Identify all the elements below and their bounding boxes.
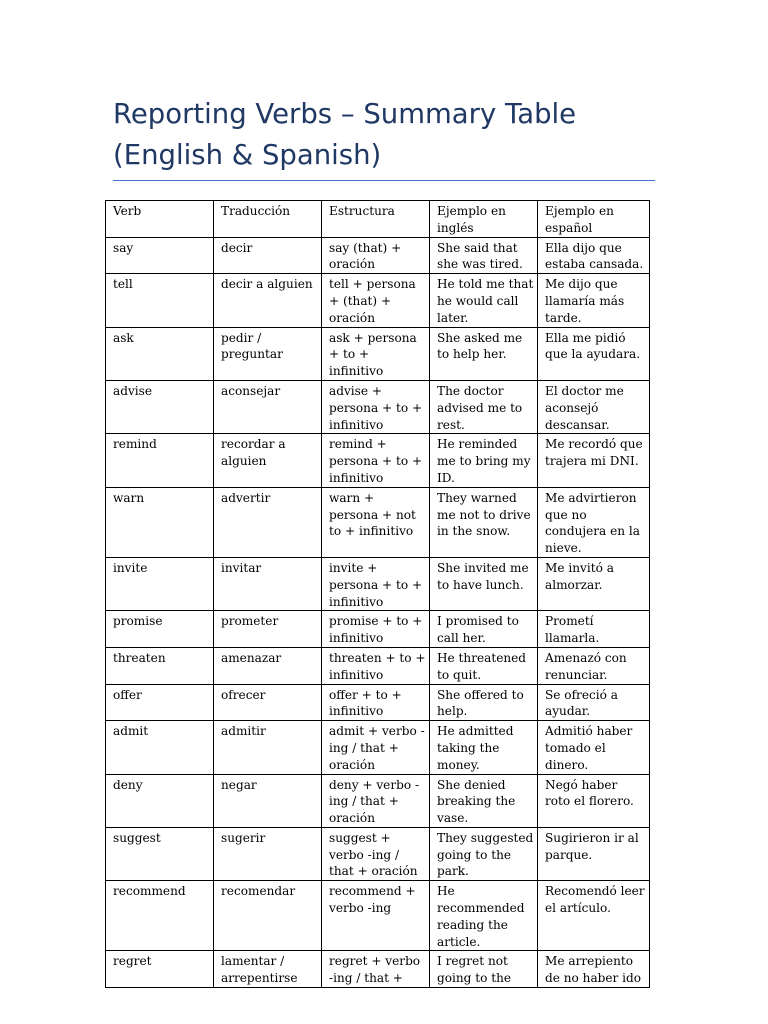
table-cell-translation: decir a alguien [214,274,322,327]
table-cell-example-es: El doctor me aconsejó descansar. [538,380,650,433]
table-cell-example-es: Me arrepiento de no haber ido [538,951,650,988]
table-cell-structure: ask + persona + to + infinitivo [322,327,430,380]
table-row [106,881,650,951]
table-row [106,774,650,827]
table-cell-structure: deny + verbo -ing / that + oración [322,774,430,827]
table-row [106,951,650,988]
table-cell-example-en: He threatened to quit. [430,647,538,684]
table-cell-structure: remind + persona + to + infinitivo [322,434,430,487]
table-cell-verb: regret [106,951,214,988]
table-row [106,434,650,487]
table-cell-verb: admit [106,721,214,774]
table-cell-example-en: She asked me to help her. [430,327,538,380]
table-cell-verb: deny [106,774,214,827]
table-cell-verb: say [106,237,214,274]
header-cell-verb: Verb [106,201,214,238]
table-cell-example-es: Me advirtieron que no condujera en la nieve. [538,487,650,557]
table-cell-verb: suggest [106,827,214,880]
table-cell-translation: advertir [214,487,322,557]
table-cell-example-en: He admitted taking the money. [430,721,538,774]
table-cell-verb: recommend [106,881,214,951]
reporting-verbs-table [105,200,650,988]
table-cell-example-en: They warned me not to drive in the snow. [430,487,538,557]
table-cell-example-en: The doctor advised me to rest. [430,380,538,433]
table-cell-example-en: He told me that he would call later. [430,274,538,327]
table-cell-structure: advise + persona + to + infinitivo [322,380,430,433]
table-cell-verb: promise [106,611,214,648]
document-title: Reporting Verbs – Summary Table (English & Spanish) [113,98,577,171]
table-cell-structure: suggest + verbo -ing / that + oración [322,827,430,880]
table-cell-example-es: Me dijo que llamaría más tarde. [538,274,650,327]
header-cell-estructura: Estructura [322,201,430,238]
table-cell-verb: remind [106,434,214,487]
table-cell-translation: amenazar [214,647,322,684]
table-cell-example-es: Recomendó leer el artículo. [538,881,650,951]
table-cell-structure: tell + persona + (that) + oración [322,274,430,327]
table-row [106,487,650,557]
table-cell-structure: invite + persona + to + infinitivo [322,557,430,610]
table-row [106,380,650,433]
table-cell-example-en: She offered to help. [430,684,538,721]
table-row [106,611,650,648]
table-cell-translation: decir [214,237,322,274]
table-cell-structure: promise + to + infinitivo [322,611,430,648]
table-row [106,274,650,327]
table-cell-example-es: Ella dijo que estaba cansada. [538,237,650,274]
table-cell-example-es: Amenazó con renunciar. [538,647,650,684]
table-cell-verb: ask [106,327,214,380]
table-cell-verb: warn [106,487,214,557]
table-cell-example-en: She said that she was tired. [430,237,538,274]
table-cell-verb: tell [106,274,214,327]
table-cell-structure: offer + to + infinitivo [322,684,430,721]
table-cell-translation: ofrecer [214,684,322,721]
table-row [106,684,650,721]
table-cell-example-es: Me recordó que trajera mi DNI. [538,434,650,487]
table-cell-translation: invitar [214,557,322,610]
table-row [106,327,650,380]
table-cell-example-en: I regret not going to the [430,951,538,988]
header-cell-ejemplo-espanol: Ejemplo en español [538,201,650,238]
table-cell-example-en: He reminded me to bring my ID. [430,434,538,487]
table-cell-example-en: She invited me to have lunch. [430,557,538,610]
table-cell-translation: prometer [214,611,322,648]
table-cell-example-es: Ella me pidió que la ayudara. [538,327,650,380]
table-cell-example-en: She denied breaking the vase. [430,774,538,827]
table-header-row [106,201,650,238]
header-cell-traduccion: Traducción [214,201,322,238]
table-cell-example-es: Prometí llamarla. [538,611,650,648]
table-cell-example-es: Me invitó a almorzar. [538,557,650,610]
title-underline [113,180,655,181]
table-cell-example-en: They suggested going to the park. [430,827,538,880]
table-cell-example-es: Sugirieron ir al parque. [538,827,650,880]
table-cell-translation: admitir [214,721,322,774]
table-row [106,557,650,610]
table-cell-structure: warn + persona + not to + infinitivo [322,487,430,557]
table-cell-translation: aconsejar [214,380,322,433]
table-cell-verb: offer [106,684,214,721]
table-cell-verb: advise [106,380,214,433]
table-cell-translation: sugerir [214,827,322,880]
table-cell-verb: threaten [106,647,214,684]
table-row [106,721,650,774]
table-cell-translation: negar [214,774,322,827]
table-cell-example-en: He recommended reading the article. [430,881,538,951]
table-cell-example-en: I promised to call her. [430,611,538,648]
table-cell-translation: recordar a alguien [214,434,322,487]
table-row [106,647,650,684]
table-cell-translation: pedir / preguntar [214,327,322,380]
table-row [106,237,650,274]
table-cell-structure: regret + verbo -ing / that + [322,951,430,988]
table-cell-verb: invite [106,557,214,610]
table-cell-translation: lamentar / arrepentirse [214,951,322,988]
table-cell-translation: recomendar [214,881,322,951]
table-cell-example-es: Negó haber roto el florero. [538,774,650,827]
table-row [106,827,650,880]
table-cell-structure: admit + verbo -ing / that + oración [322,721,430,774]
header-cell-ejemplo-ingles: Ejemplo en inglés [430,201,538,238]
table-cell-structure: say (that) + oración [322,237,430,274]
table-cell-structure: threaten + to + infinitivo [322,647,430,684]
table-cell-example-es: Se ofreció a ayudar. [538,684,650,721]
table-cell-example-es: Admitió haber tomado el dinero. [538,721,650,774]
table-cell-structure: recommend + verbo -ing [322,881,430,951]
